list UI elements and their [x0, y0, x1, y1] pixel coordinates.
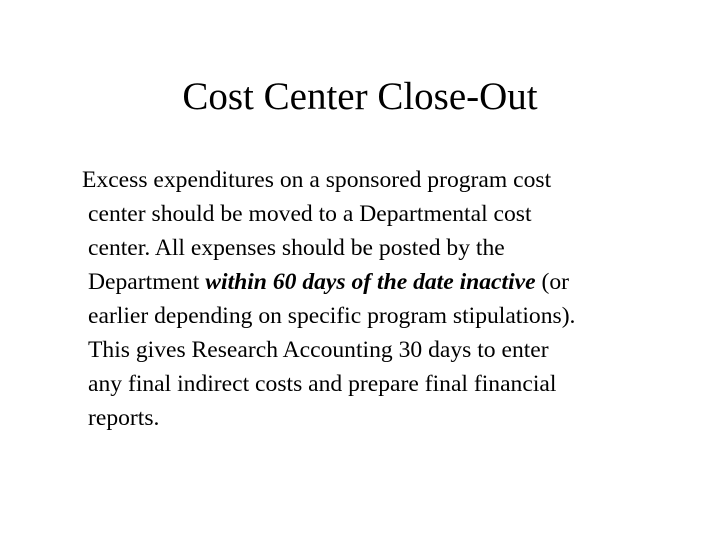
body-line	[88, 401, 708, 435]
body-line	[88, 197, 708, 231]
slide-body	[82, 163, 708, 435]
body-line	[88, 265, 708, 299]
body-text: reports.	[88, 405, 160, 431]
body-line	[88, 333, 708, 367]
body-text: This gives Research Accounting 30 days to enter	[88, 337, 549, 363]
body-text: Excess expenditures on a sponsored program cost	[82, 167, 552, 193]
body-text: (or	[535, 269, 570, 295]
body-text: center should be moved to a Departmental cost	[88, 201, 532, 227]
body-text: earlier depending on specific program stipulations).	[88, 303, 576, 329]
body-line	[88, 231, 708, 265]
body-text: center. All expenses should be posted by the	[88, 235, 505, 261]
body-line	[88, 299, 708, 333]
emphasized-deadline: within 60 days of the date inactive	[205, 269, 536, 295]
body-text: Department	[88, 269, 206, 295]
body-text: any final indirect costs and prepare final financial	[88, 371, 557, 397]
body-line	[88, 367, 708, 401]
body-line	[82, 163, 708, 197]
slide-title: Cost Center Close-Out	[182, 75, 538, 118]
